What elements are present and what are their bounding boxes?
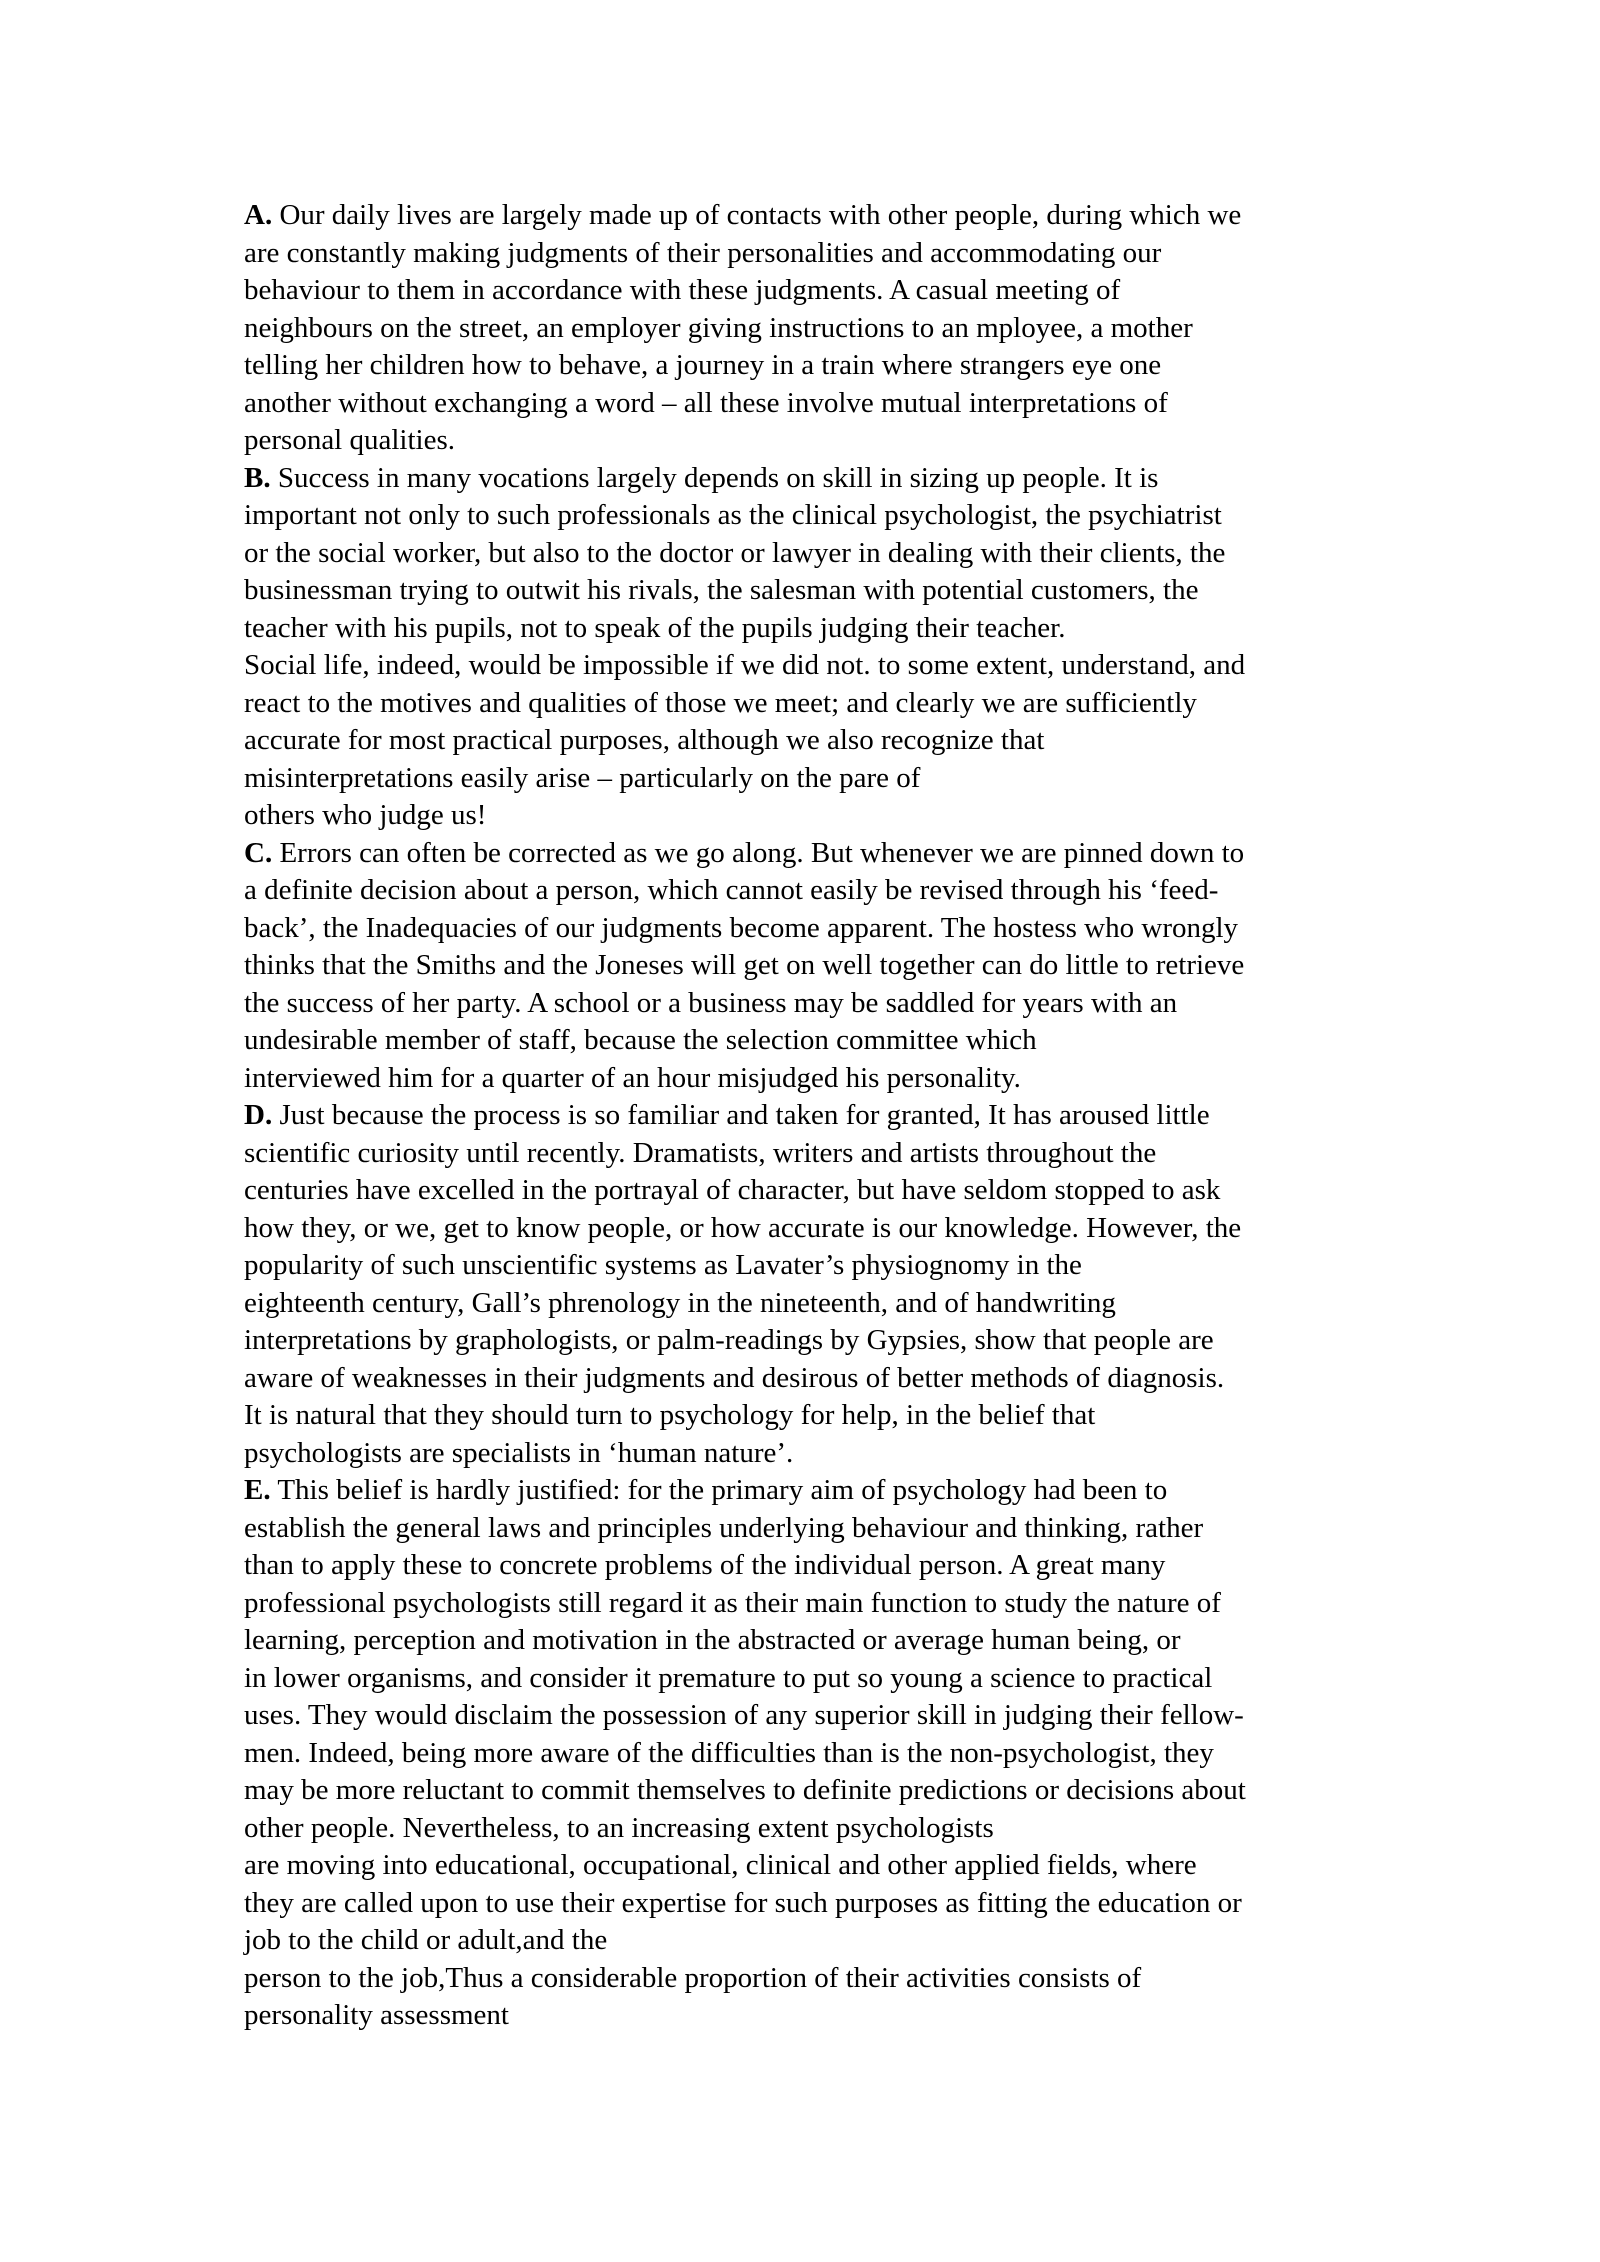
line-text: misinterpretations easily arise – particularly on the pare of	[244, 761, 921, 794]
text-line	[244, 835, 1384, 873]
text-line	[244, 1960, 1384, 1998]
text-line	[244, 1472, 1384, 1510]
line-text: Just because the process is so familiar and taken for granted, It has aroused little	[272, 1099, 1210, 1131]
text-line	[244, 1022, 1384, 1060]
text-line	[244, 1435, 1384, 1473]
line-text: may be more reluctant to commit themselves to definite predictions or decisions about	[244, 1774, 1246, 1806]
text-line	[244, 610, 1384, 648]
line-text: person to the job,Thus a considerable proportion of their activities consists of	[244, 1961, 1142, 1994]
text-line	[244, 1660, 1384, 1698]
line-text: are constantly making judgments of their personalities and accommodating our	[244, 236, 1162, 269]
text-line	[244, 1885, 1384, 1923]
text-line	[244, 910, 1384, 948]
text-line	[244, 685, 1384, 723]
line-text: psychologists are specialists in ‘human nature’.	[244, 1436, 794, 1469]
text-line	[244, 1097, 1384, 1135]
line-text: undesirable member of staff, because the selection committee which	[244, 1024, 1037, 1056]
text-line	[244, 760, 1384, 798]
line-text: or the social worker, but also to the doctor or lawyer in dealing with their clients, the	[244, 536, 1226, 569]
paragraph	[244, 460, 1384, 648]
line-text: another without exchanging a word – all these involve mutual interpretations of	[244, 386, 1168, 419]
text-line	[244, 197, 1384, 235]
text-line	[244, 535, 1384, 573]
line-text: the success of her party. A school or a business may be saddled for years with an	[244, 986, 1178, 1019]
text-line	[244, 647, 1384, 685]
paragraph	[244, 647, 1384, 835]
line-text: uses. They would disclaim the possession of any superior skill in judging their fellow-	[244, 1699, 1244, 1731]
line-text: they are called upon to use their expertise for such purposes as fitting the education or	[244, 1886, 1242, 1919]
line-text: accurate for most practical purposes, although we also recognize that	[244, 724, 1045, 756]
paragraph-label: E.	[244, 1474, 271, 1506]
line-text: men. Indeed, being more aware of the difficulties than is the non-psychologist, they	[244, 1736, 1214, 1769]
text-line	[244, 722, 1384, 760]
line-text: It is natural that they should turn to psychology for help, in the belief that	[244, 1399, 1096, 1431]
text-line	[244, 1172, 1384, 1210]
line-text: learning, perception and motivation in the abstracted or average human being, or	[244, 1624, 1181, 1656]
line-text: Our daily lives are largely made up of contacts with other people, during which we	[272, 199, 1242, 231]
text-line	[244, 1585, 1384, 1623]
paragraph	[244, 197, 1384, 460]
line-text: other people. Nevertheless, to an increasing extent psychologists	[244, 1811, 994, 1844]
text-line	[244, 1547, 1384, 1585]
line-text: important not only to such professionals as the clinical psychologist, the psychiatrist	[244, 499, 1222, 531]
paragraph-label: A.	[244, 199, 273, 231]
paragraph-label: D.	[244, 1099, 273, 1131]
line-text: personality assessment	[244, 1999, 509, 2031]
text-line	[244, 1247, 1384, 1285]
text-line	[244, 272, 1384, 310]
text-line	[244, 1510, 1384, 1548]
text-line	[244, 797, 1384, 835]
paragraph	[244, 835, 1384, 1098]
line-text: Social life, indeed, would be impossible if we did not. to some extent, understand, and	[244, 649, 1246, 681]
text-line	[244, 1772, 1384, 1810]
text-line	[244, 310, 1384, 348]
text-line	[244, 1285, 1384, 1323]
text-line	[244, 1922, 1384, 1960]
line-text: neighbours on the street, an employer giving instructions to an mployee, a mother	[244, 311, 1193, 344]
line-text: than to apply these to concrete problems of the individual person. A great many	[244, 1549, 1166, 1581]
line-text: back’, the Inadequacies of our judgments become apparent. The hostess who wrongly	[244, 911, 1239, 944]
line-text: how they, or we, get to know people, or how accurate is our knowledge. However, the	[244, 1211, 1242, 1244]
paragraph	[244, 1472, 1384, 2035]
line-text: Errors can often be corrected as we go along. But whenever we are pinned down to	[272, 836, 1245, 869]
line-text: Success in many vocations largely depends on skill in sizing up people. It is	[270, 461, 1159, 494]
line-text: popularity of such unscientific systems as Lavater’s physiognomy in the	[244, 1249, 1082, 1281]
line-text: react to the motives and qualities of those we meet; and clearly we are sufficiently	[244, 686, 1197, 719]
document-page	[244, 197, 1384, 2035]
text-line	[244, 1810, 1384, 1848]
line-text: telling her children how to behave, a journey in a train where strangers eye one	[244, 349, 1162, 381]
line-text: eighteenth century, Gall’s phrenology in the nineteenth, and of handwriting	[244, 1286, 1116, 1319]
text-line	[244, 1360, 1384, 1398]
paragraph-label: C.	[244, 836, 273, 869]
line-text: behaviour to them in accordance with these judgments. A casual meeting of	[244, 274, 1121, 306]
line-text: scientific curiosity until recently. Dramatists, writers and artists throughout the	[244, 1136, 1157, 1169]
text-line	[244, 347, 1384, 385]
text-line	[244, 572, 1384, 610]
line-text: This belief is hardly justified: for the primary aim of psychology had been to	[270, 1474, 1168, 1506]
text-line	[244, 385, 1384, 423]
text-line	[244, 1135, 1384, 1173]
text-line	[244, 460, 1384, 498]
line-text: are moving into educational, occupational, clinical and other applied fields, where	[244, 1849, 1197, 1881]
text-line	[244, 1847, 1384, 1885]
line-text: aware of weaknesses in their judgments and desirous of better methods of diagnosis.	[244, 1361, 1225, 1394]
text-line	[244, 1210, 1384, 1248]
line-text: thinks that the Smiths and the Joneses will get on well together can do little to retrieve	[244, 949, 1245, 981]
line-text: a definite decision about a person, which cannot easily be revised through his ‘feed-	[244, 874, 1219, 906]
text-line	[244, 985, 1384, 1023]
line-text: establish the general laws and principles underlying behaviour and thinking, rather	[244, 1511, 1204, 1544]
text-line	[244, 1735, 1384, 1773]
line-text: in lower organisms, and consider it premature to put so young a science to practical	[244, 1661, 1213, 1694]
text-line	[244, 1697, 1384, 1735]
text-line	[244, 235, 1384, 273]
line-text: centuries have excelled in the portrayal of character, but have seldom stopped to ask	[244, 1174, 1221, 1206]
paragraph-label: B.	[244, 461, 271, 494]
text-line	[244, 1397, 1384, 1435]
text-line	[244, 872, 1384, 910]
line-text: personal qualities.	[244, 424, 456, 456]
line-text: professional psychologists still regard it as their main function to study the nature of	[244, 1586, 1221, 1619]
line-text: businessman trying to outwit his rivals, the salesman with potential customers, the	[244, 574, 1199, 606]
text-line	[244, 1322, 1384, 1360]
text-line	[244, 422, 1384, 460]
text-line	[244, 497, 1384, 535]
text-line	[244, 1997, 1384, 2035]
line-text: teacher with his pupils, not to speak of the pupils judging their teacher.	[244, 611, 1066, 644]
text-line	[244, 1622, 1384, 1660]
line-text: interpretations by graphologists, or palm-readings by Gypsies, show that people are	[244, 1324, 1214, 1356]
text-line	[244, 947, 1384, 985]
line-text: job to the child or adult,and the	[244, 1924, 608, 1956]
text-line	[244, 1060, 1384, 1098]
paragraph	[244, 1097, 1384, 1472]
line-text: interviewed him for a quarter of an hour misjudged his personality.	[244, 1061, 1021, 1094]
line-text: others who judge us!	[244, 799, 487, 831]
